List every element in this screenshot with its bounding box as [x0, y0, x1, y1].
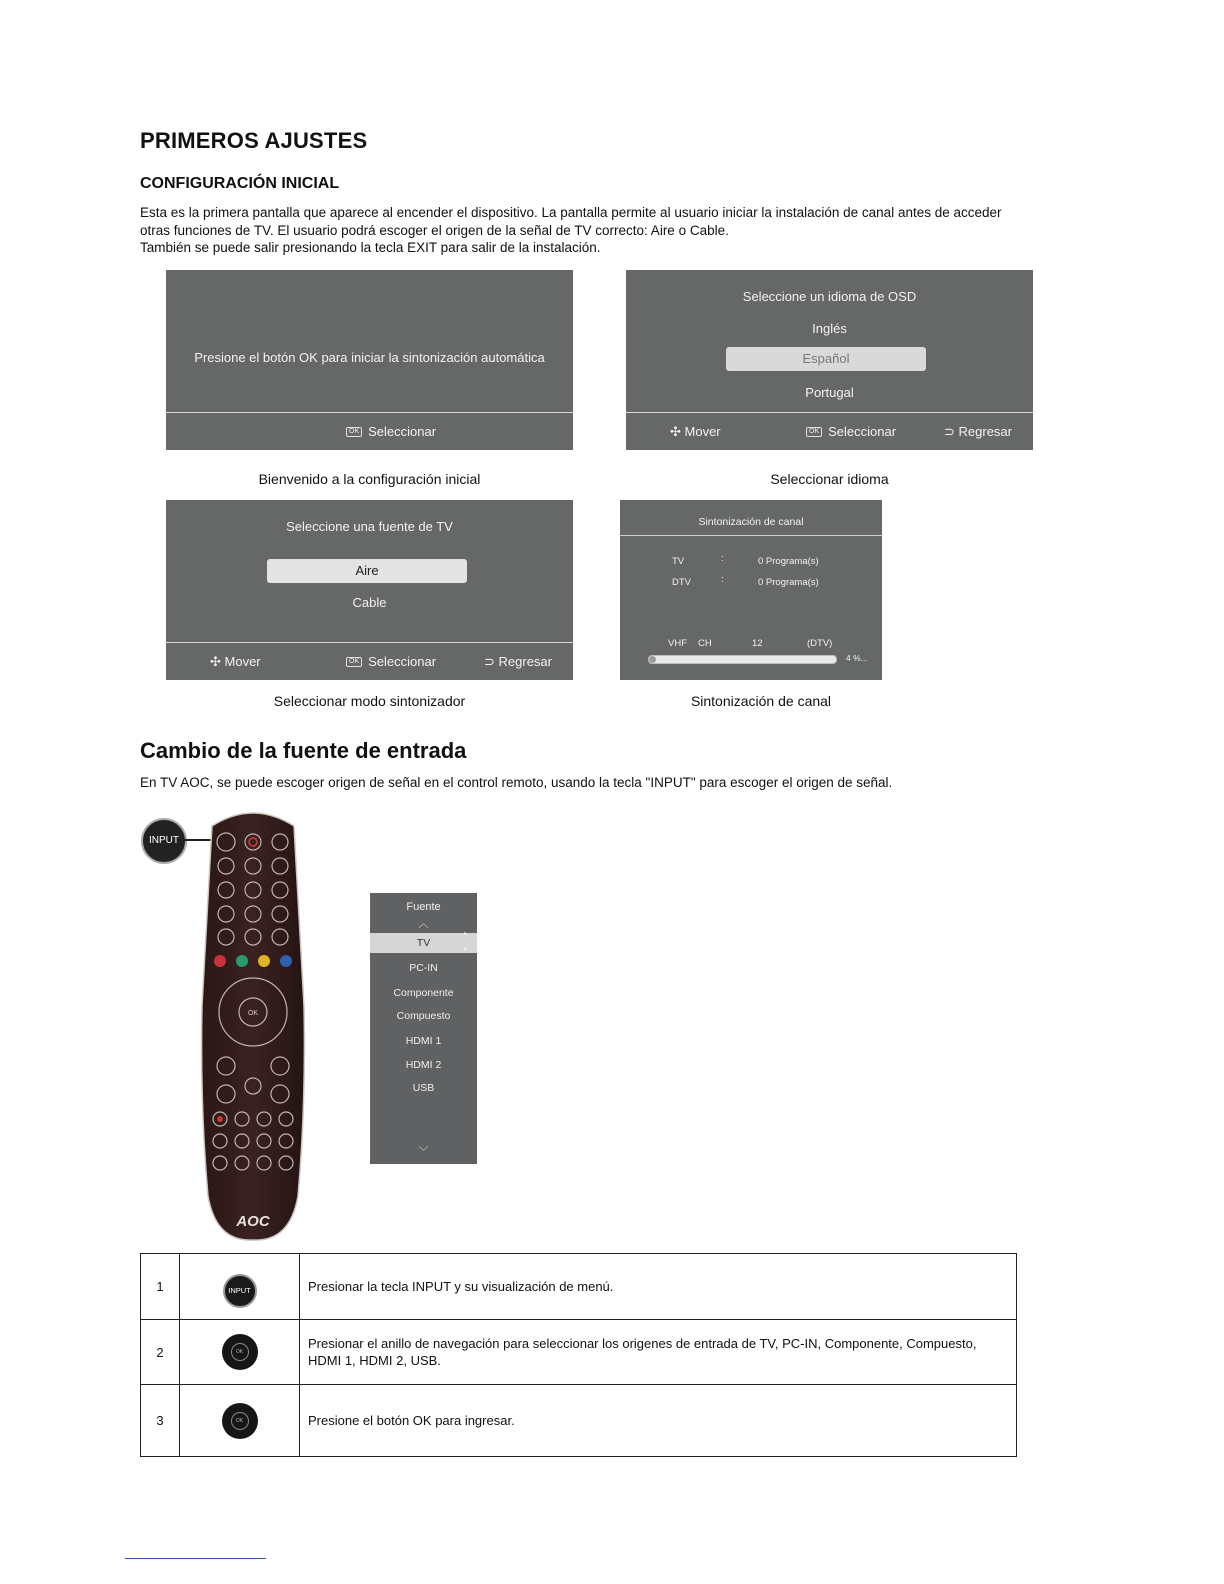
move-arrows-icon: ✣ [670, 424, 685, 439]
select-label: Seleccionar [368, 654, 437, 669]
tuning-heading: Sintonización de canal [698, 516, 804, 528]
intro-paragraph [140, 204, 1080, 257]
table-row [141, 1254, 1017, 1320]
tuning-mode: (DTV) [807, 638, 833, 649]
ok-inner [231, 1412, 249, 1430]
ok-key-icon: OK [346, 427, 362, 437]
back-label: Regresar [498, 654, 552, 669]
green-key-icon [236, 955, 248, 967]
language-heading: Seleccione un idioma de OSD [742, 289, 917, 304]
source-menu-header: Fuente [406, 901, 441, 913]
back-hint [944, 424, 1012, 440]
tuner-option-selected[interactable]: Aire [267, 559, 467, 583]
return-arrow-icon: ⊃ [484, 654, 499, 669]
caption-welcome: Bienvenido a la configuración inicial [258, 471, 481, 487]
band-label: VHF [668, 638, 687, 649]
language-option[interactable]: Inglés [812, 321, 847, 336]
dtv-count-label: DTV [672, 577, 691, 588]
caption-language: Seleccionar idioma [770, 471, 889, 487]
tv-count-label: TV [672, 556, 685, 567]
heading-divider [620, 535, 882, 536]
move-hint [670, 424, 721, 440]
move-label: Mover [224, 654, 261, 669]
chevron-down-icon: ﹀ [418, 1147, 429, 1158]
tv-count-value: 0 Programa(s) [758, 556, 819, 567]
progress-track [648, 655, 837, 664]
move-arrows-icon: ✣ [210, 654, 225, 669]
page-title: PRIMEROS AJUSTES [140, 128, 368, 153]
channel-value: 12 [752, 638, 763, 649]
channel-label: CH [698, 638, 712, 649]
remote-ok-label: OK [247, 1010, 259, 1017]
ok-label: OK [235, 1417, 244, 1424]
step-number: 2 [141, 1320, 180, 1385]
blue-key-icon [280, 955, 292, 967]
return-arrow-icon: ⊃ [944, 424, 959, 439]
welcome-message: Presione el botón OK para iniciar la sintonización automática [194, 350, 545, 365]
section-title-input: Cambio de la fuente de entrada [140, 738, 467, 763]
red-key-icon [214, 955, 226, 967]
step-description: Presionar la tecla INPUT y su visualización de menú. [300, 1254, 1017, 1320]
remote-control [200, 806, 306, 1242]
step-icon-cell [180, 1254, 300, 1320]
welcome-screen [166, 270, 573, 450]
step-icon-cell [180, 1320, 300, 1385]
ok-key-icon: OK [806, 427, 822, 437]
dtv-count-sep: : [721, 574, 724, 585]
channel-tuning-screen [620, 500, 882, 680]
screen-footer [626, 412, 1033, 450]
source-item[interactable]: Componente [393, 987, 454, 999]
source-item[interactable]: HDMI 1 [405, 1035, 442, 1047]
ok-button-icon [222, 1403, 258, 1439]
step-icon-cell [180, 1385, 300, 1457]
intro-line: Esta es la primera pantalla que aparece al encender el dispositivo. La pantalla permite al usuario iniciar la instalación de canal antes de acceder [140, 205, 1002, 220]
back-label: Regresar [958, 424, 1012, 439]
progress-fill [649, 656, 656, 663]
tuner-heading: Seleccione una fuente de TV [286, 519, 453, 534]
input-callout [141, 818, 187, 864]
select-hint [346, 654, 436, 669]
screen-footer [166, 412, 573, 450]
yellow-key-icon [258, 955, 270, 967]
tuner-source-screen [166, 500, 573, 680]
ring-inner [231, 1343, 249, 1361]
ok-key-icon: OK [346, 657, 362, 667]
back-hint [484, 654, 552, 670]
source-item[interactable]: Compuesto [396, 1010, 451, 1022]
caption-tuner: Seleccionar modo sintonizador [273, 693, 466, 709]
source-menu [370, 893, 477, 1164]
select-label: Seleccionar [828, 424, 897, 439]
progress-text: 4 %... [846, 653, 868, 663]
section-subtitle: CONFIGURACIÓN INICIAL [140, 175, 340, 192]
move-label: Mover [684, 424, 721, 439]
scroll-down-icon: ▼ [462, 947, 468, 953]
remote-brand-logo: AOC [236, 1213, 270, 1230]
tv-count-sep: : [721, 553, 724, 564]
step-number: 1 [141, 1254, 180, 1320]
source-item-selected[interactable]: TV [370, 933, 477, 953]
caption-tuning: Sintonización de canal [690, 693, 832, 709]
footnote-rule [125, 1558, 266, 1559]
select-hint [806, 424, 896, 439]
scroll-up-icon: ▲ [462, 931, 468, 937]
step-description: Presionar el anillo de navegación para seleccionar los origenes de entrada de TV, PC-IN, Componente, Compuesto, HDMI 1, HDMI 2, USB. [300, 1320, 1017, 1385]
chevron-up-icon: ︿ [418, 919, 429, 930]
select-hint [346, 424, 436, 439]
steps-table [140, 1253, 1017, 1457]
dtv-count-value: 0 Programa(s) [758, 577, 819, 588]
tuner-option[interactable]: Cable [352, 595, 387, 610]
intro-line: También se puede salir presionando la tecla EXIT para salir de la instalación. [140, 240, 601, 255]
source-item[interactable]: HDMI 2 [405, 1059, 442, 1071]
ring-ok-label: OK [235, 1349, 244, 1355]
table-row [141, 1385, 1017, 1457]
table-row [141, 1320, 1017, 1385]
input-paragraph: En TV AOC, se puede escoger origen de señal en el control remoto, usando la tecla "INPUT" para escoger el origen de señal. [140, 775, 893, 790]
language-option[interactable]: Portugal [805, 385, 854, 400]
input-key-icon [223, 1274, 257, 1308]
step-number: 3 [141, 1385, 180, 1457]
source-item[interactable]: PC-IN [409, 962, 438, 974]
move-hint [210, 654, 261, 670]
input-key-label: INPUT [228, 1285, 251, 1295]
step-description: Presione el botón OK para ingresar. [300, 1385, 1017, 1457]
input-callout-label: INPUT [149, 835, 179, 846]
screen-footer [166, 642, 573, 680]
language-option-selected[interactable]: Español [726, 347, 926, 371]
language-screen [626, 270, 1033, 450]
intro-line: otras funciones de TV. El usuario podrá escoger el origen de la señal de TV correcto: Aire o Cable. [140, 222, 729, 238]
select-label: Seleccionar [368, 424, 437, 439]
navigation-ring-icon [222, 1334, 258, 1370]
source-item[interactable]: USB [412, 1082, 435, 1094]
